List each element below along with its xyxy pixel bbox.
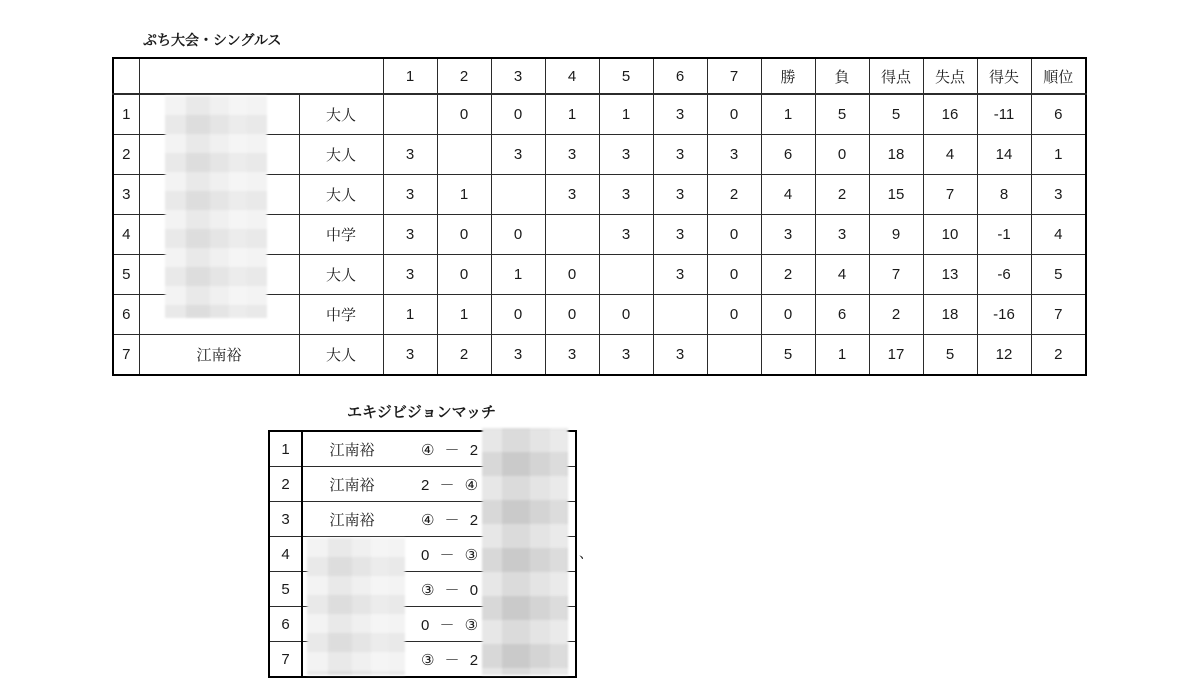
wins-cell: 3 (761, 215, 815, 255)
round-header: 2 (437, 58, 491, 94)
points-for-cell: 2 (869, 295, 923, 335)
redacted-left-names-block (307, 538, 405, 675)
player-category: 中学 (299, 215, 383, 255)
redacted-right-names-block (482, 428, 568, 675)
points-for-cell: 18 (869, 135, 923, 175)
left-player-name: 江南裕 (329, 441, 375, 459)
league-row-7 (113, 335, 1086, 376)
rank-cell: 5 (1031, 255, 1086, 295)
score-cell: 0 (599, 295, 653, 335)
rank-cell: 1 (1031, 135, 1086, 175)
losses-cell: 3 (815, 215, 869, 255)
row-number: 4 (269, 537, 302, 572)
row-number: 2 (269, 467, 302, 502)
diff-cell: 12 (977, 335, 1031, 376)
score-cell: 1 (383, 295, 437, 335)
score-cell: 0 (491, 295, 545, 335)
score-cell: 3 (653, 94, 707, 135)
match-score: 2 － ④ (420, 476, 482, 494)
losses-header: 負 (815, 58, 869, 94)
match-score: ④ － 2 (420, 441, 482, 459)
row-number: 1 (269, 431, 302, 467)
points-against-cell: 18 (923, 295, 977, 335)
row-number: 3 (113, 175, 139, 215)
score-cell: 0 (707, 215, 761, 255)
player-category: 大人 (299, 255, 383, 295)
score-cell: 3 (707, 135, 761, 175)
score-cell: 2 (707, 175, 761, 215)
round-header: 5 (599, 58, 653, 94)
row-number: 6 (113, 295, 139, 335)
score-cell: 3 (653, 215, 707, 255)
points-for-cell: 7 (869, 255, 923, 295)
score-cell: 0 (491, 215, 545, 255)
score-cell: 3 (383, 175, 437, 215)
score-cell: 3 (599, 135, 653, 175)
score-cell: 3 (491, 135, 545, 175)
score-cell: 3 (545, 335, 599, 376)
player-category: 大人 (299, 335, 383, 376)
diagonal-cell (707, 335, 761, 376)
points-against-cell: 4 (923, 135, 977, 175)
match-score: ③ － 0 (420, 581, 482, 599)
player-category: 大人 (299, 135, 383, 175)
name-header-cell (139, 58, 383, 94)
diff-cell: -11 (977, 94, 1031, 135)
round-header: 3 (491, 58, 545, 94)
score-cell: 3 (599, 175, 653, 215)
row-number: 1 (113, 94, 139, 135)
match-score: ④ － 2 (420, 511, 482, 529)
score-cell: 3 (383, 255, 437, 295)
diagonal-cell (491, 175, 545, 215)
score-cell: 2 (437, 335, 491, 376)
points-for-cell: 17 (869, 335, 923, 376)
points-for-cell: 5 (869, 94, 923, 135)
diff-cell: 14 (977, 135, 1031, 175)
row-number: 3 (269, 502, 302, 537)
round-header: 7 (707, 58, 761, 94)
diff-cell: -1 (977, 215, 1031, 255)
losses-cell: 0 (815, 135, 869, 175)
wins-header: 勝 (761, 58, 815, 94)
score-cell: 3 (491, 335, 545, 376)
round-header: 4 (545, 58, 599, 94)
score-cell: 0 (707, 94, 761, 135)
score-cell: 3 (599, 215, 653, 255)
score-cell: 3 (653, 335, 707, 376)
diagonal-cell (599, 255, 653, 295)
row-number: 6 (269, 607, 302, 642)
score-cell: 3 (545, 175, 599, 215)
tournament-title: ぷち大会・シングルス (143, 32, 282, 48)
rank-cell: 2 (1031, 335, 1086, 376)
player-category: 中学 (299, 295, 383, 335)
wins-cell: 4 (761, 175, 815, 215)
match-score: 0 － ③ (420, 616, 482, 634)
row-number: 2 (113, 135, 139, 175)
score-cell: 3 (599, 335, 653, 376)
points-for-cell: 15 (869, 175, 923, 215)
score-cell: 1 (491, 255, 545, 295)
losses-cell: 6 (815, 295, 869, 335)
row-number: 5 (113, 255, 139, 295)
points-for-cell: 9 (869, 215, 923, 255)
player-category: 大人 (299, 175, 383, 215)
score-cell: 3 (383, 135, 437, 175)
score-cell: 1 (437, 295, 491, 335)
match-score: 0 － ③ (420, 546, 482, 564)
losses-cell: 2 (815, 175, 869, 215)
left-player-name: 江南裕 (329, 476, 375, 494)
score-cell: 0 (545, 255, 599, 295)
score-cell: 1 (545, 94, 599, 135)
round-header: 1 (383, 58, 437, 94)
score-cell: 3 (653, 255, 707, 295)
points-against-header: 失点 (923, 58, 977, 94)
rank-cell: 3 (1031, 175, 1086, 215)
score-cell: 3 (653, 175, 707, 215)
row-number: 7 (269, 642, 302, 678)
match-score: ③ － 2 (420, 651, 482, 669)
diagonal-cell (437, 135, 491, 175)
wins-cell: 2 (761, 255, 815, 295)
points-against-cell: 10 (923, 215, 977, 255)
rank-cell: 7 (1031, 295, 1086, 335)
losses-cell: 4 (815, 255, 869, 295)
wins-cell: 1 (761, 94, 815, 135)
diagonal-cell (653, 295, 707, 335)
diff-cell: -6 (977, 255, 1031, 295)
score-cell: 0 (491, 94, 545, 135)
left-player-name: 江南裕 (329, 511, 375, 529)
score-cell: 1 (599, 94, 653, 135)
rank-header: 順位 (1031, 58, 1086, 94)
score-cell: 3 (383, 215, 437, 255)
diff-cell: 8 (977, 175, 1031, 215)
points-against-cell: 16 (923, 94, 977, 135)
wins-cell: 0 (761, 295, 815, 335)
losses-cell: 1 (815, 335, 869, 376)
wins-cell: 6 (761, 135, 815, 175)
diff-header: 得失 (977, 58, 1031, 94)
score-cell: 0 (437, 94, 491, 135)
points-against-cell: 13 (923, 255, 977, 295)
row-number: 7 (113, 335, 139, 376)
rank-cell: 4 (1031, 215, 1086, 255)
score-cell: 0 (437, 215, 491, 255)
redacted-names-block (165, 96, 267, 318)
score-cell: 3 (383, 335, 437, 376)
score-cell: 0 (707, 255, 761, 295)
score-cell: 1 (437, 175, 491, 215)
score-cell: 3 (653, 135, 707, 175)
points-against-cell: 7 (923, 175, 977, 215)
score-cell: 0 (545, 295, 599, 335)
corner-cell (113, 58, 139, 94)
score-cell: 0 (437, 255, 491, 295)
player-category: 大人 (299, 94, 383, 135)
exhibition-title: エキジビジョンマッチ (347, 404, 496, 421)
rank-cell: 6 (1031, 94, 1086, 135)
points-for-header: 得点 (869, 58, 923, 94)
league-header-row (113, 58, 1086, 94)
diagonal-cell (545, 215, 599, 255)
player-name: 江南裕 (139, 335, 299, 376)
losses-cell: 5 (815, 94, 869, 135)
round-header: 6 (653, 58, 707, 94)
wins-cell: 5 (761, 335, 815, 376)
diff-cell: -16 (977, 295, 1031, 335)
points-against-cell: 5 (923, 335, 977, 376)
row-number: 5 (269, 572, 302, 607)
diagonal-cell (383, 94, 437, 135)
score-cell: 3 (545, 135, 599, 175)
score-cell: 0 (707, 295, 761, 335)
stray-comma-mark: 、 (579, 545, 593, 561)
row-number: 4 (113, 215, 139, 255)
